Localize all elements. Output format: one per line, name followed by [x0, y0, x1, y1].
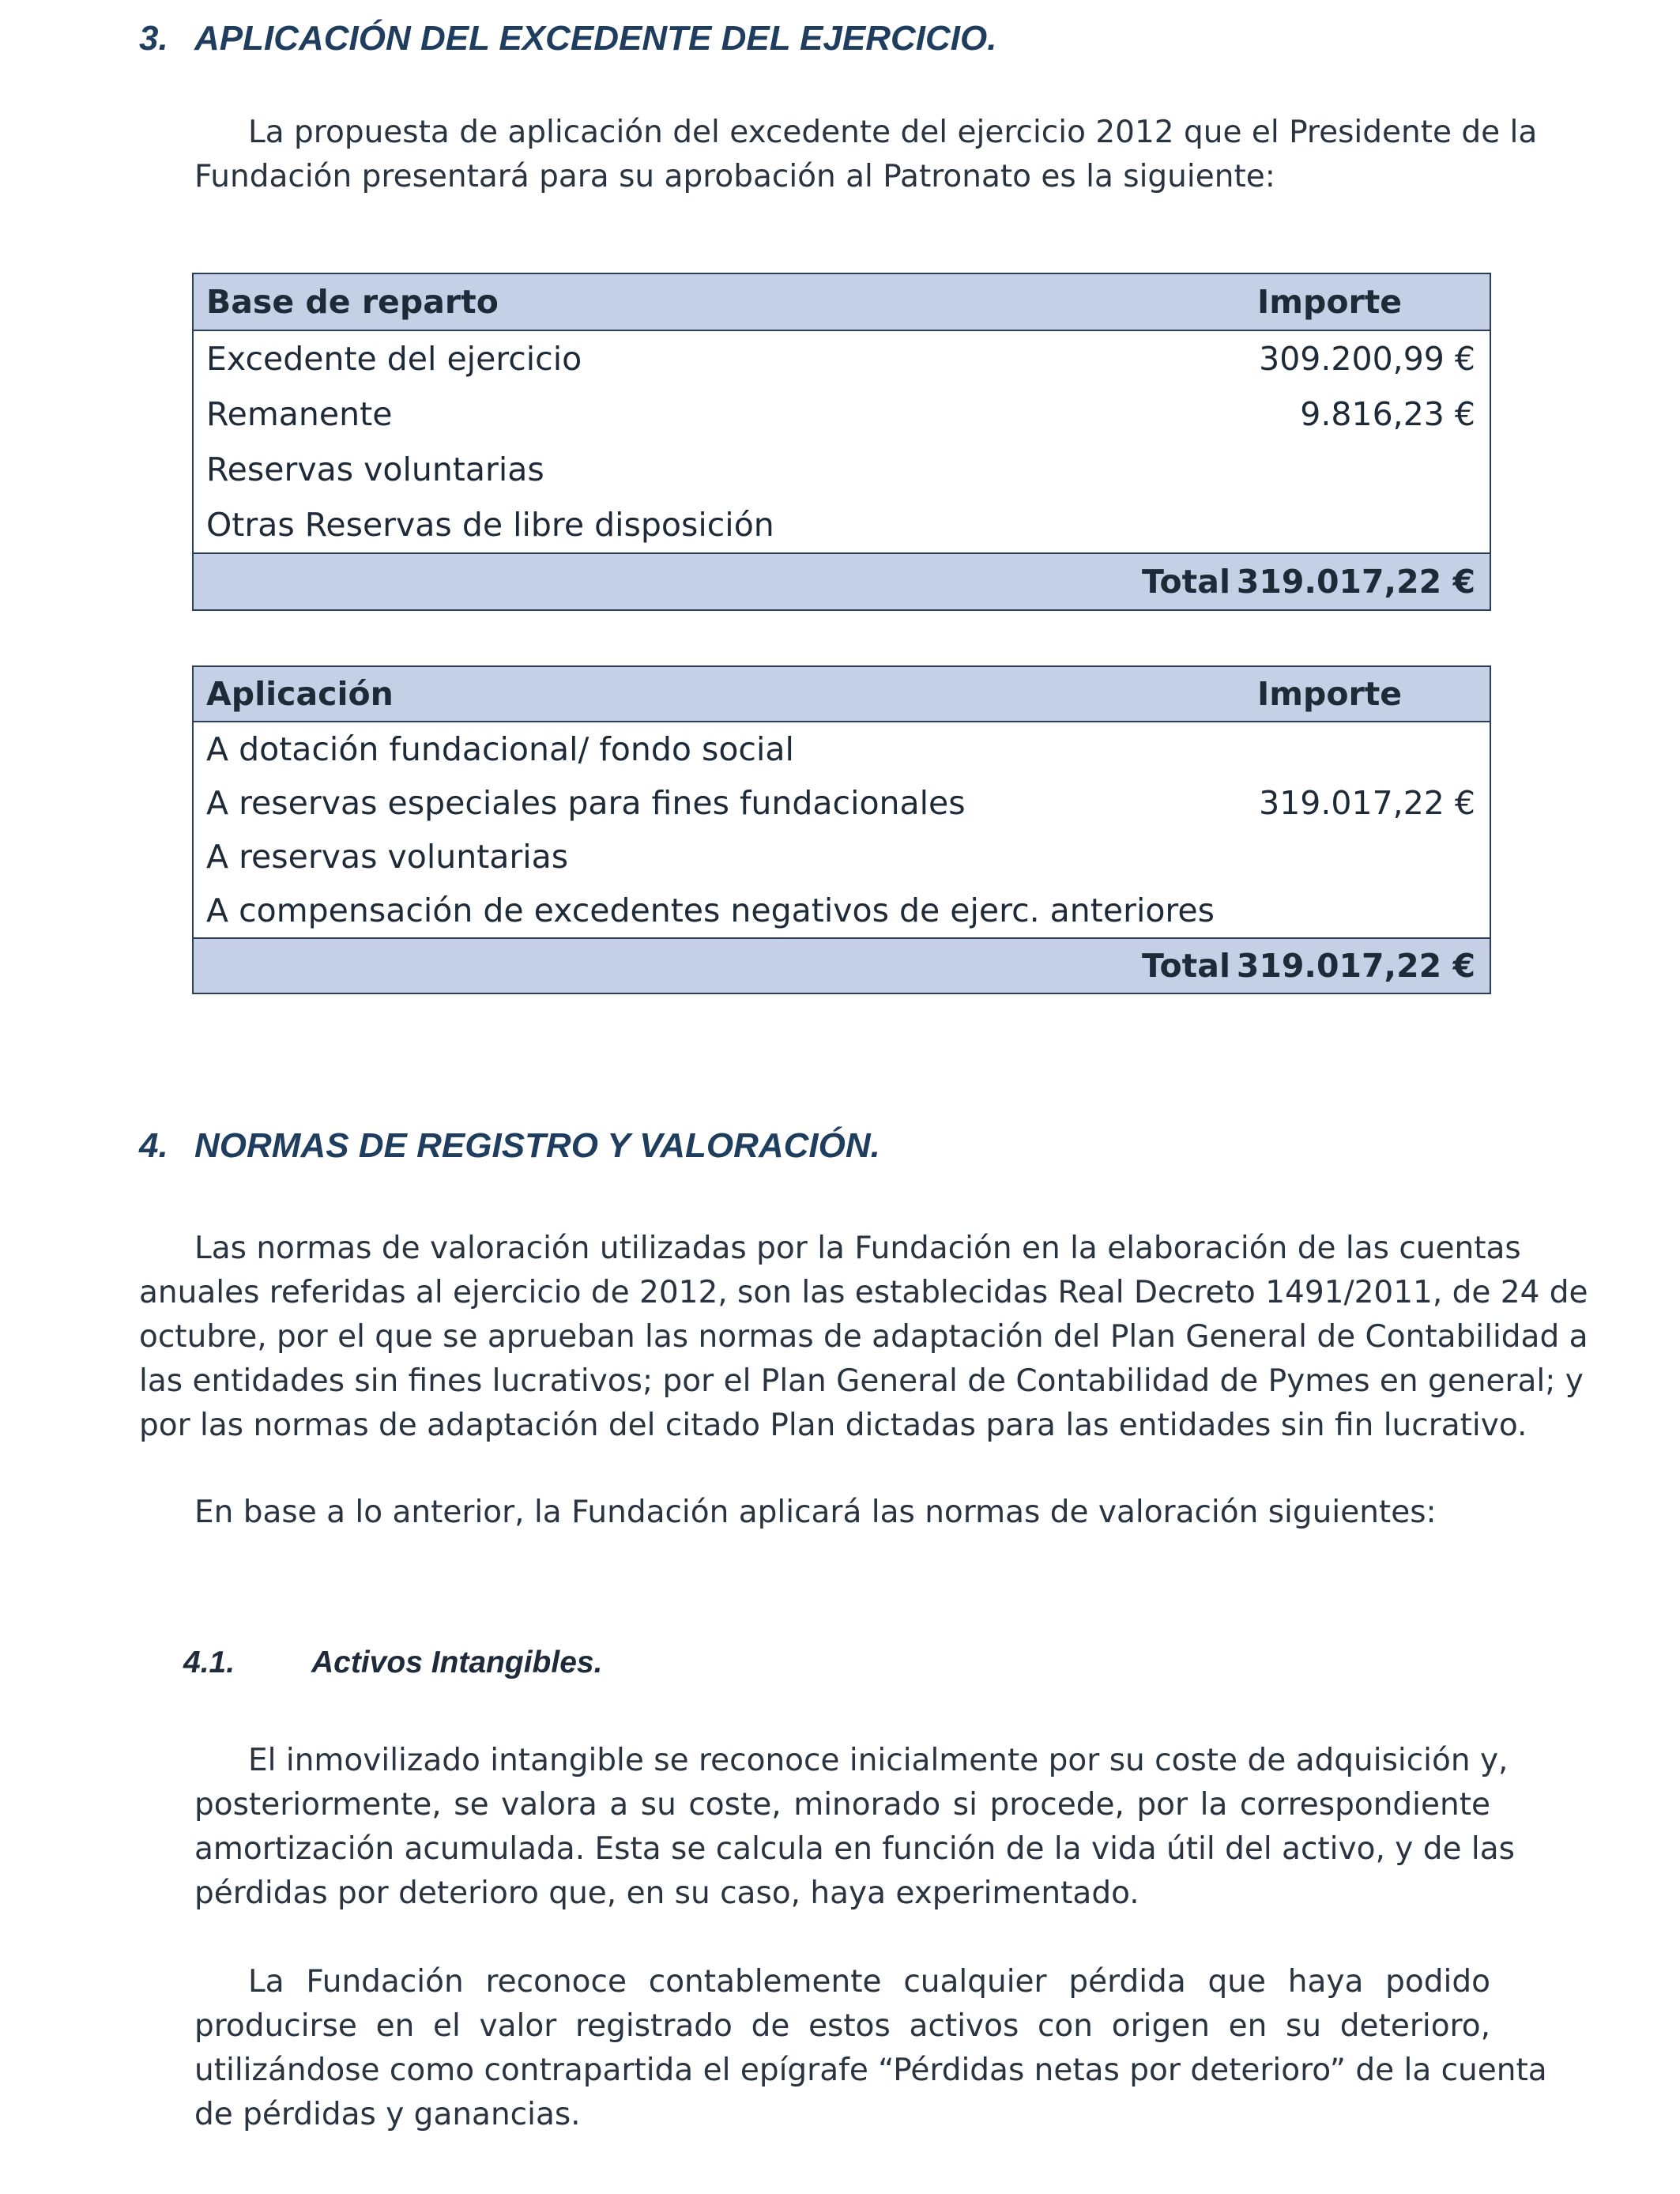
section-4-paragraph-1 [139, 1227, 1588, 1448]
paragraph-line: pérdidas por deterioro que, en su caso, haya experimentado. [194, 1875, 1139, 1911]
total-label: Total [1141, 947, 1230, 985]
table-header [194, 274, 1490, 331]
base-reparto-table [192, 273, 1491, 611]
paragraph-line: por las normas de adaptación del citado Plan dictadas para las entidades sin fin lucrativo. [139, 1408, 1527, 1443]
row-label: A reservas voluntarias [206, 838, 569, 876]
table-total-row [194, 552, 1490, 609]
paragraph-line: posteriormente, se valora a su coste, minorado si procede, por la correspondiente [194, 1787, 1490, 1823]
section-4-heading [139, 1126, 880, 1166]
paragraph-line: anuales referidas al ejercicio de 2012, son las establecidas Real Decreto 1491/2011, de 24 de [139, 1275, 1588, 1310]
row-label: A compensación de excedentes negativos de ejerc. anteriores [206, 892, 1215, 929]
row-label: Remanente [206, 395, 393, 433]
subsection-4-1-paragraph-1 [194, 1739, 1515, 1916]
intro-line: Fundación presentará para su aprobación al Patronato es la siguiente: [194, 159, 1275, 194]
header-amount: Importe [1257, 283, 1403, 321]
table-row [194, 386, 1490, 442]
paragraph-line: El inmovilizado intangible se reconoce inicialmente por su coste de adquisición y, [248, 1743, 1509, 1778]
paragraph-line: amortización acumulada. Esta se calcula en función de la vida útil del activo, y de las [194, 1831, 1515, 1867]
aplicacion-table [192, 665, 1491, 994]
section-3-number: 3. [139, 19, 168, 58]
paragraph-line: de pérdidas y ganancias. [194, 2097, 581, 2132]
subsection-4-1-heading [183, 1646, 235, 1680]
table-row [194, 497, 1490, 552]
header-label: Base de reparto [206, 283, 499, 321]
table-row [194, 722, 1490, 776]
paragraph-line: Las normas de valoración utilizadas por la Fundación en la elaboración de las cuentas [194, 1231, 1521, 1266]
row-amount: 319.017,22 € [1259, 784, 1475, 822]
section-3-intro [194, 111, 1538, 199]
table-row [194, 776, 1490, 830]
paragraph-line: octubre, por el que se aprueban las normas de adaptación del Plan General de Contabilidad a [139, 1319, 1588, 1355]
total-label: Total [1141, 563, 1230, 601]
paragraph-line: utilizándose como contrapartida el epígrafe “Pérdidas netas por deterioro” de la cuenta [194, 2053, 1547, 2088]
row-label: Otras Reservas de libre disposición [206, 506, 774, 544]
paragraph-line: las entidades sin fines lucrativos; por el Plan General de Contabilidad de Pymes en general; y [139, 1363, 1584, 1399]
section-3-title: APLICACIÓN DEL EXCEDENTE DEL EJERCICIO. [194, 19, 997, 58]
row-label: A reservas especiales para fines fundacionales [206, 784, 966, 822]
row-label: A dotación fundacional/ fondo social [206, 730, 794, 768]
subsection-4-1-paragraph-2 [194, 1960, 1547, 2137]
paragraph-line: producirse en el valor registrado de estos activos con origen en su deterioro, [194, 2008, 1490, 2044]
table-row [194, 442, 1490, 497]
subsection-4-1-title: Activos Intangibles. [311, 1646, 603, 1679]
header-amount: Importe [1257, 675, 1403, 713]
table-row [194, 830, 1490, 884]
paragraph-line: La Fundación reconoce contablemente cualquier pérdida que haya podido [248, 1964, 1490, 2000]
table-header [194, 667, 1490, 722]
section-4-number: 4. [139, 1126, 168, 1165]
section-4-title: NORMAS DE REGISTRO Y VALORACIÓN. [194, 1126, 880, 1165]
table-row [194, 884, 1490, 937]
table-row [194, 331, 1490, 386]
intro-line: La propuesta de aplicación del excedente del ejercicio 2012 que el Presidente de la [248, 115, 1538, 150]
row-label: Excedente del ejercicio [206, 340, 582, 378]
row-amount: 309.200,99 € [1259, 340, 1475, 378]
total-amount: 319.017,22 € [1236, 947, 1475, 985]
table-total-row [194, 937, 1490, 993]
subsection-4-1-number: 4.1. [183, 1646, 235, 1679]
row-amount: 9.816,23 € [1300, 395, 1475, 433]
header-label: Aplicación [206, 675, 394, 713]
section-4-paragraph-2: En base a lo anterior, la Fundación aplicará las normas de valoración siguientes: [194, 1495, 1437, 1530]
row-label: Reservas voluntarias [206, 450, 544, 488]
section-3-heading [139, 19, 996, 58]
total-amount: 319.017,22 € [1236, 563, 1475, 601]
